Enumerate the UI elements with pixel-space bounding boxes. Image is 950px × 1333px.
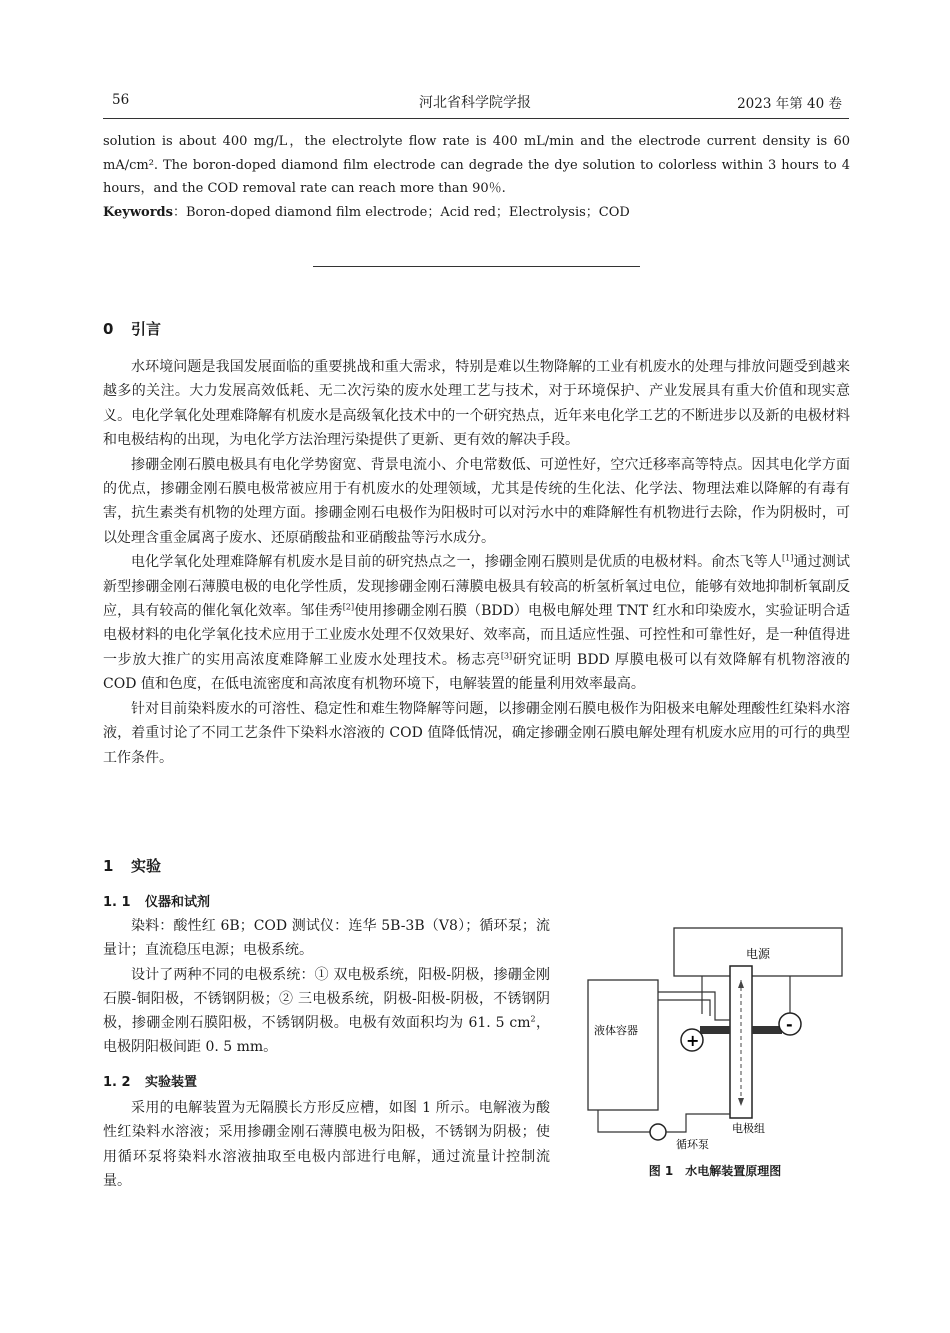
keywords-line xyxy=(103,201,850,225)
superscript: 2 xyxy=(530,1014,536,1024)
page-number: 56 xyxy=(112,92,130,108)
paragraph: 掺硼金刚石膜电极具有电化学势窗宽、背景电流小、介电常数低、可逆性好，空穴迁移率高等特点。因其电化学方面的优点，掺硼金刚石膜电极常被应用于有机废水的处理领域，尤其是传统的生化法、化学法、物理法难以降解的有毒有害，抗生素类有机物的处理方面。掺硼金刚石电极作为阳极时可以对污水中的难降解性有机物进行去除，作为阴极时，可以处理含重金属离子废水、还原硝酸盐和亚硝酸盐等污水成分。 xyxy=(103,456,850,546)
electrode-group-label: 电极组 xyxy=(732,1122,765,1135)
section-title: 引言 xyxy=(131,320,162,338)
text-run: 电化学氧化处理难降解有机废水是目前的研究热点之一，掺硼金刚石膜则是优质的电极材料。俞杰飞等人 xyxy=(131,554,783,571)
figure-1 xyxy=(580,920,850,1170)
subsection-title: 实验装置 xyxy=(145,1075,198,1090)
subsection-title: 仪器和试剂 xyxy=(145,895,211,910)
positive-sign: + xyxy=(686,1031,700,1050)
abstract-block xyxy=(103,130,850,224)
issue-label: 2023 年第 40 卷 xyxy=(737,96,842,112)
section-number: 0 xyxy=(103,320,114,338)
pump-label: 循环泵 xyxy=(676,1138,709,1151)
subsection-number: 1. 2 xyxy=(103,1075,131,1090)
citation: [2] xyxy=(342,602,355,612)
subsection-1-1-body xyxy=(103,914,550,1060)
keywords-label: Keywords xyxy=(103,204,173,220)
subsection-1-1-heading xyxy=(103,891,210,910)
header-rule xyxy=(103,118,849,119)
anode-plate xyxy=(700,1026,730,1034)
abstract-text: solution is about 400 mg/L，the electrolyte flow rate is 400 mL/min and the electrode current density is 60 mA/cm². The boron-doped diamond film electrode can degrade the dye solution to colorless within 3 hours to 4 hours，and the COD removal rate can reach more than 90％. xyxy=(103,134,850,196)
text-run: 使用掺硼金刚石膜（BDD）电极电解处理 TNT 红水和印染废水，实验证明合适电极材料的电化学氧化技术应用于工业废水处理不仅效果好、效率高，而且适应性强、可控性和可靠性好，是一种值得进一步放大推广的实用高浓度难降解工业废水处理技术。杨志亮 xyxy=(103,603,851,668)
liquid-container-label: 液体容器 xyxy=(594,1024,638,1037)
paragraph: 水环境问题是我国发展面临的重要挑战和重大需求，特别是难以生物降解的工业有机废水的处理与排放问题受到越来越多的关注。大力发展高效低耗、无二次污染的废水处理工艺与技术，对于环境保护、产业发展具有重大价值和现实意义。电化学氧化处理难降解有机废水是高级氧化技术中的一个研究热点，近年来电化学工艺的不断进步以及新的电极材料和电极结构的出现，为电化学方法治理污染提供了更新、更有效的解决手段。 xyxy=(103,359,850,449)
liquid-container-box xyxy=(588,980,658,1110)
pump-icon xyxy=(650,1124,666,1140)
paragraph: 染料：酸性红 6B；COD 测试仪：连华 5B-3B（V8）；循环泵；流量计；直流稳压电源；电极系统。 xyxy=(103,918,550,959)
pump-inlet-pipe xyxy=(598,1110,650,1132)
power-supply-label: 电源 xyxy=(746,947,771,961)
figure-caption: 图 1 水电解装置原理图 xyxy=(648,1164,782,1178)
section-number: 1 xyxy=(103,857,114,875)
subsection-1-2-body xyxy=(103,1096,550,1193)
section-separator xyxy=(313,266,640,267)
journal-title: 河北省科学院学报 xyxy=(419,95,531,111)
citation: [1] xyxy=(782,553,794,563)
text-run: 设计了两种不同的电极系统：① 双电极系统，阳极-阴极，掺硼金刚石膜-铜阳极，不锈钢阴极；② 三电极系统，阴极-阳极-阴极，不锈钢阴极，掺硼金刚石膜阳极，不锈钢阴极。电极有效面积均为 61. 5 cm xyxy=(103,966,550,1032)
paragraph: 采用的电解装置为无隔膜长方形反应槽，如图 1 所示。电解液为酸性红染料水溶液；采用掺硼金刚石薄膜电极为阳极，不锈钢为阴极；使用循环泵将染料水溶液抽取至电极内部进行电解，通过流量计控制流量。 xyxy=(103,1100,550,1189)
paragraph xyxy=(103,963,550,1060)
keywords-text: ：Boron-doped diamond film electrode；Acid red；Electrolysis；COD xyxy=(172,204,630,220)
section-0-heading xyxy=(103,318,161,339)
inlet-pipe xyxy=(658,992,730,1020)
text-run: 研究证明 BDD 厚膜电极可以有效降解有机物溶液的 COD 值和色度，在低电流密度和高浓度有机物环境下，电解装置的能量利用效率最高。 xyxy=(103,651,850,693)
subsection-number: 1. 1 xyxy=(103,895,131,910)
text-run: ，电极阴阳极间距 0. 5 mm。 xyxy=(103,1015,551,1056)
text-run: 通过测试新型掺硼金刚石薄膜电极的电化学性质，发现掺硼金刚石薄膜电极具有较高的析氢析氧过电位，能够有效地抑制析氧副反应，具有较高的催化氧化效率。邹佳秀 xyxy=(103,554,851,620)
cathode-plate xyxy=(752,1026,782,1034)
subsection-1-2-heading xyxy=(103,1071,197,1090)
negative-sign: - xyxy=(786,1015,793,1034)
citation: [3] xyxy=(500,651,513,661)
section-1-heading xyxy=(103,855,161,876)
section-title: 实验 xyxy=(131,857,162,875)
paragraph: 针对目前染料废水的可溶性、稳定性和难生物降解等问题，以掺硼金刚石膜电极作为阳极来电解处理酸性红染料水溶液，着重讨论了不同工艺条件下染料水溶液的 COD 值降低情况，确定掺硼金刚石膜电解处理有机废水应用的可行的典型工作条件。 xyxy=(103,700,850,766)
electrolysis-diagram xyxy=(580,920,850,1160)
section-0-body xyxy=(103,355,850,770)
pump-outlet-pipe xyxy=(666,1114,730,1132)
paragraph xyxy=(103,550,850,696)
